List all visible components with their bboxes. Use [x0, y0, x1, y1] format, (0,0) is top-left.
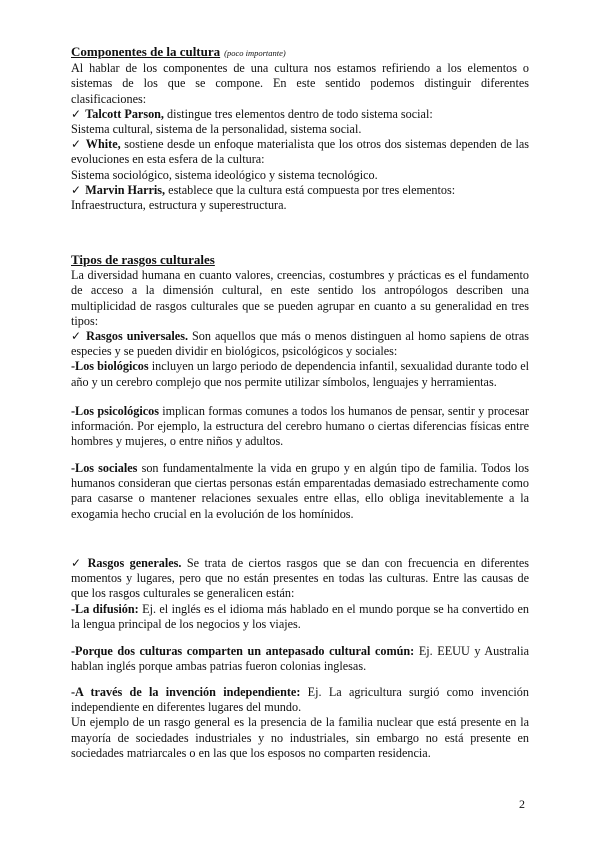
item-text: Ej. EEUU y Australia hablan inglés porque ambas patrias fueron colonias inglesas.: [71, 644, 529, 674]
paragraph: [71, 644, 529, 674]
sub-item-difusion: [71, 602, 529, 632]
item-detail: Sistema cultural, sistema de la personalidad, sistema social.: [71, 122, 362, 137]
section-heading-line: [71, 44, 529, 61]
item-text: sostiene desde un enfoque materialista que los otros dos sistemas dependen de las evoluciones en esta esfera de la cultura:: [71, 137, 529, 167]
paragraph: [71, 461, 529, 522]
item-label: Rasgos generales.: [87, 556, 182, 570]
paragraph: Al hablar de los componentes de una cultura nos estamos refiriendo a los elementos o sistemas de los que se compone. En este sentido podemos distinguir diferentes clasificaciones:: [71, 61, 529, 106]
item-label: -Los psicológicos: [71, 404, 159, 418]
sub-item-antepasado: [71, 644, 529, 674]
item-text: establece que la cultura está compuesta por tres elementos:: [165, 182, 456, 197]
item-detail: Sistema sociológico, sistema ideológico y sistema tecnológico.: [71, 167, 378, 182]
author-name: Marvin Harris,: [85, 182, 166, 197]
paragraph: [71, 404, 529, 450]
item-label: -Los biológicos: [71, 359, 149, 374]
item-label: -A través de la invención independiente:: [71, 685, 301, 699]
checkmark-icon: ✓: [71, 137, 82, 152]
author-name: White,: [85, 137, 121, 152]
checkmark-icon: ✓: [71, 329, 83, 344]
section-heading-line: [71, 252, 529, 268]
item-text: Ej. La agricultura surgió como invención independiente en diferentes lugares del mundo.: [71, 685, 529, 715]
section-trait-types: [71, 252, 529, 390]
item-text: distingue tres elementos dentro de todo sistema social:: [163, 106, 433, 121]
item-detail: Infraestructura, estructura y superestructura.: [71, 198, 287, 213]
paragraph-example: Un ejemplo de un rasgo general es la presencia de la familia nuclear que está presente en la mayoría de sociedades industriales y no industriales, sin embargo no está presente en sociedades matriarcales o en las que los esposos no comparten residencia.: [71, 715, 529, 760]
item-text: Se trata de ciertos rasgos que se dan con frecuencia en diferentes momentos y lugares, pero que no están presentes en todas las culturas. Entre las causas de que los rasgos culturales se generalicen están:: [71, 556, 529, 601]
section-title: Componentes de la cultura: [71, 44, 221, 59]
item-label: -La difusión:: [71, 601, 139, 616]
list-item: [71, 183, 529, 198]
section-note: (poco importante): [224, 48, 286, 58]
paragraph: La diversidad humana en cuanto valores, creencias, costumbres y prácticas es el fundamento de acceso a la dimensión cultural, en este sentido los antropólogos describen una multiplicidad de rasgos culturales que se pueden agrupar en cuanto a su generalidad en tres tipos:: [71, 268, 529, 328]
list-item: [71, 137, 529, 167]
general-traits: [71, 556, 529, 632]
item-label: -Los sociales: [71, 461, 138, 475]
item-text: implican formas comunes a todos los humanos de pensar, sentir y procesar información. Por ejemplo, la estructura del cerebro humano o ciertas diferencias físicas entre hombres y mujeres, o entre niños y adultos.: [71, 404, 529, 449]
checkmark-icon: ✓: [71, 556, 84, 570]
section-components: [71, 44, 529, 213]
page-number: 2: [519, 797, 525, 811]
checkmark-icon: ✓: [71, 182, 82, 197]
section-title: Tipos de rasgos culturales: [71, 252, 215, 267]
sub-item-invencion: [71, 685, 529, 761]
item-text: incluyen un largo periodo de dependencia infantil, sexualidad durante todo el año y un cerebro complejo que nos permite utilizar símbolos, lenguajes y herramientas.: [71, 359, 529, 389]
item-label: Rasgos universales.: [86, 329, 188, 344]
item-text: son fundamentalmente la vida en grupo y en algún tipo de familia. Todos los humanos consideran que ciertas personas están emparentadas demasiado estrechamente como para casarse o mantener relaciones sexuales entre ellas, ello obliga inevitablemente a la exogamia hecho crucial en la evolución de los homínidos.: [71, 461, 530, 521]
item-text: Ej. el inglés es el idioma más hablado en el mundo porque se ha convertido en la lengua principal de los negocios y los viajes.: [71, 601, 529, 631]
list-item-universal: [71, 329, 529, 359]
sub-item-psicologicos: [71, 404, 529, 450]
list-item: [71, 107, 529, 122]
paragraph: [71, 685, 529, 715]
sub-item-biologicos: [71, 359, 529, 389]
item-text: Son aquellos que más o menos distinguen al homo sapiens de otras especies y se pueden dividir en biológicos, psicológicos y sociales:: [71, 329, 529, 359]
author-name: Talcott Parson,: [85, 106, 164, 121]
checkmark-icon: ✓: [71, 106, 82, 121]
list-item-generales: [71, 556, 529, 602]
sub-item-sociales: [71, 461, 529, 522]
item-label: -Porque dos culturas comparten un antepasado cultural común:: [71, 644, 415, 658]
